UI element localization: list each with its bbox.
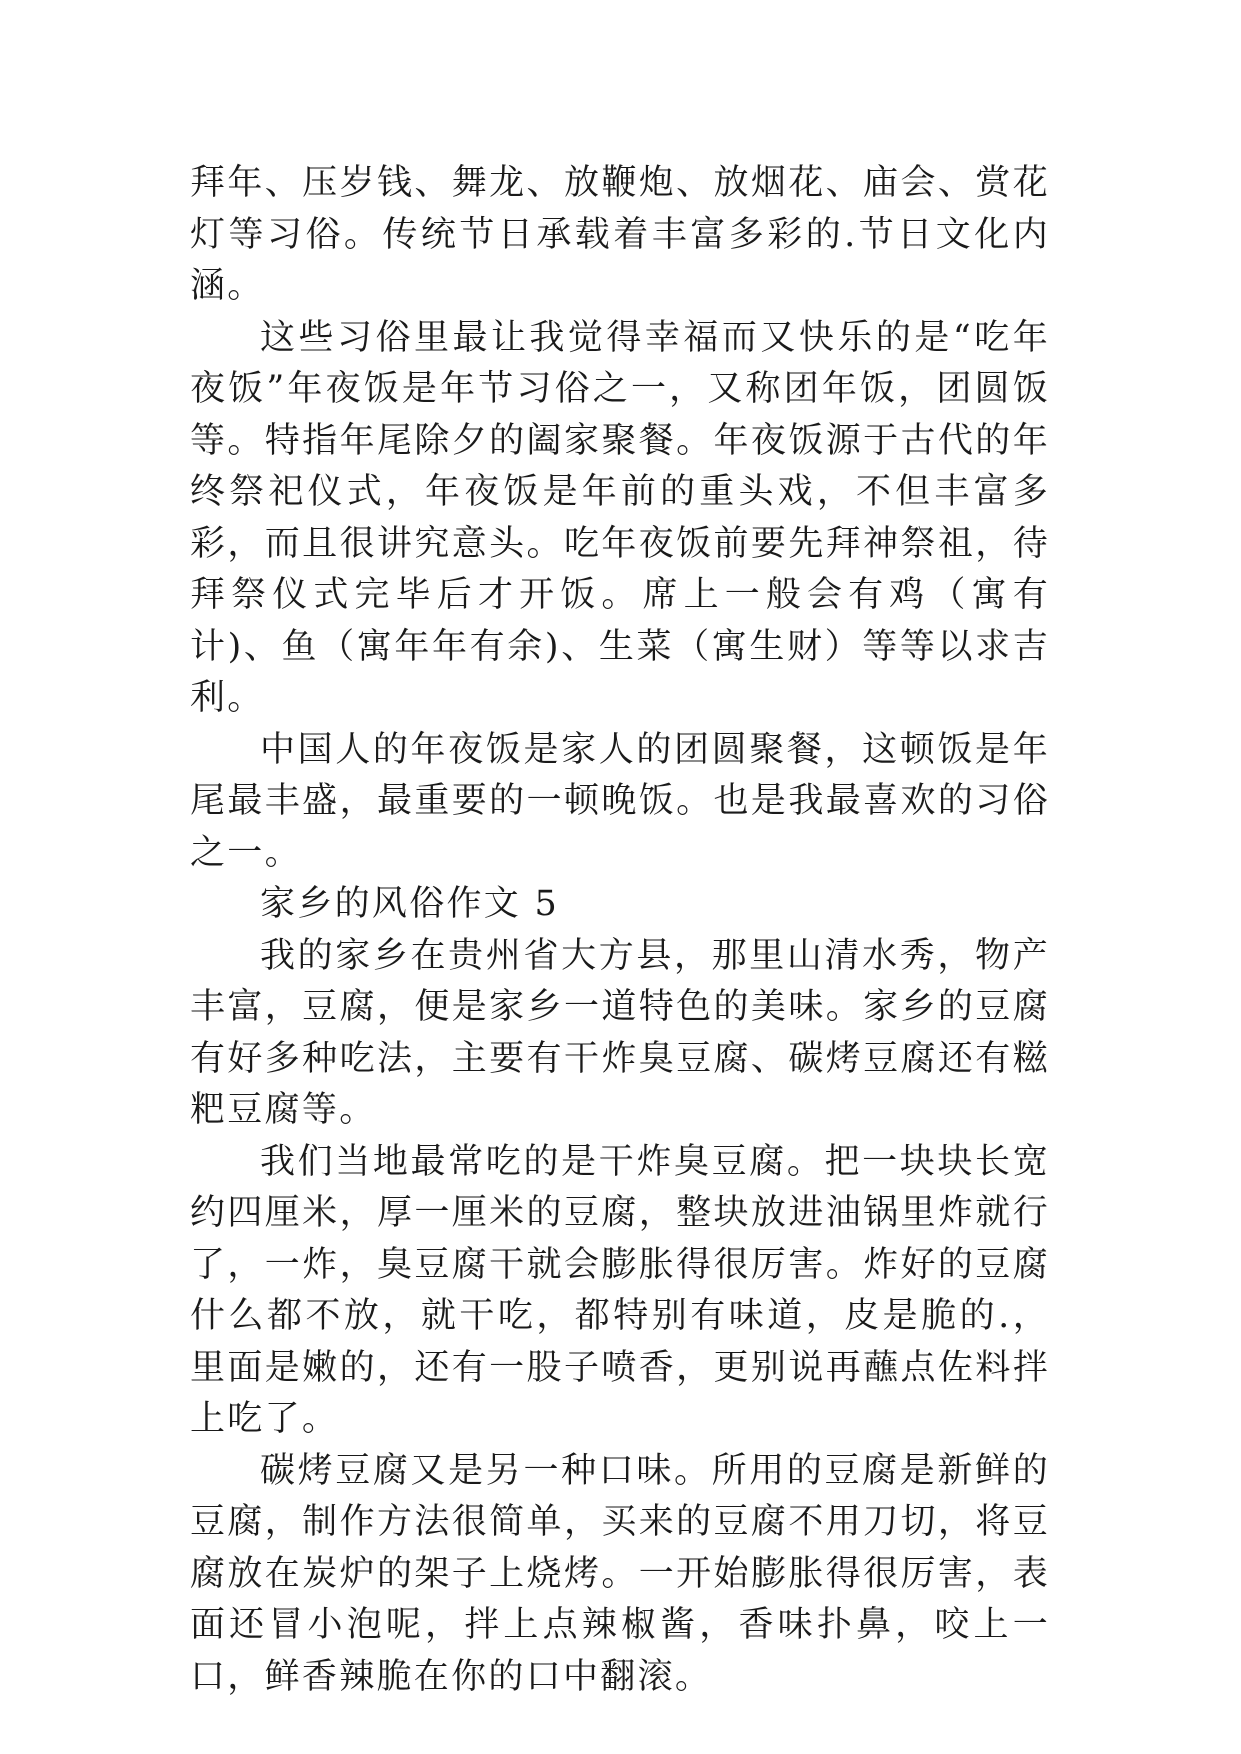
- paragraph-hometown-tofu: 我的家乡在贵州省大方县，那里山清水秀，物产丰富，豆腐，便是家乡一道特色的美味。家乡的豆腐有好多种吃法，主要有干炸臭豆腐、碳烤豆腐还有糍粑豆腐等。: [190, 935, 1050, 1130]
- paragraph-reunion-meal: 中国人的年夜饭是家人的团圆聚餐，这顿饭是年尾最丰盛，最重要的一顿晚饭。也是我最喜欢的习俗之一。: [190, 729, 1050, 873]
- paragraph-continuation: 拜年、压岁钱、舞龙、放鞭炮、放烟花、庙会、赏花灯等习俗。传统节日承载着丰富多彩的.节日文化内涵。: [190, 163, 1050, 306]
- paragraph-grilled-tofu: 碳烤豆腐又是另一种口味。所用的豆腐是新鲜的豆腐，制作方法很简单，买来的豆腐不用刀切，将豆腐放在炭炉的架子上烧烤。一开始膨胀得很厉害，表面还冒小泡呢，拌上点辣椒酱，香味扑鼻，咬上一口，鲜香辣脆在你的口中翻滚。: [190, 1450, 1050, 1697]
- paragraph-new-year-dinner: 这些习俗里最让我觉得幸福而又快乐的是“吃年夜饭”年夜饭是年节习俗之一，又称团年饭，团圆饭等。特指年尾除夕的阖家聚餐。年夜饭源于古代的年终祭祀仪式，年夜饭是年前的重头戏，不但丰富多彩，而且很讲究意头。吃年夜饭前要先拜神祭祖，待拜祭仪式完毕后才开饭。席上一般会有鸡（寓有计)、鱼（寓年年有余)、生菜（寓生财）等等以求吉利。: [190, 317, 1050, 718]
- paragraph-fried-stinky-tofu: 我们当地最常吃的是干炸臭豆腐。把一块块长宽约四厘米，厚一厘米的豆腐，整块放进油锅里炸就行了，一炸，臭豆腐干就会膨胀得很厉害。炸好的豆腐什么都不放，就干吃，都特别有味道，皮是脆的.，里面是嫩的，还有一股子喷香，更别说再蘸点佐料拌上吃了。: [190, 1141, 1050, 1439]
- section-heading: 家乡的风俗作文 5: [260, 884, 560, 924]
- document-body: [190, 158, 1050, 1703]
